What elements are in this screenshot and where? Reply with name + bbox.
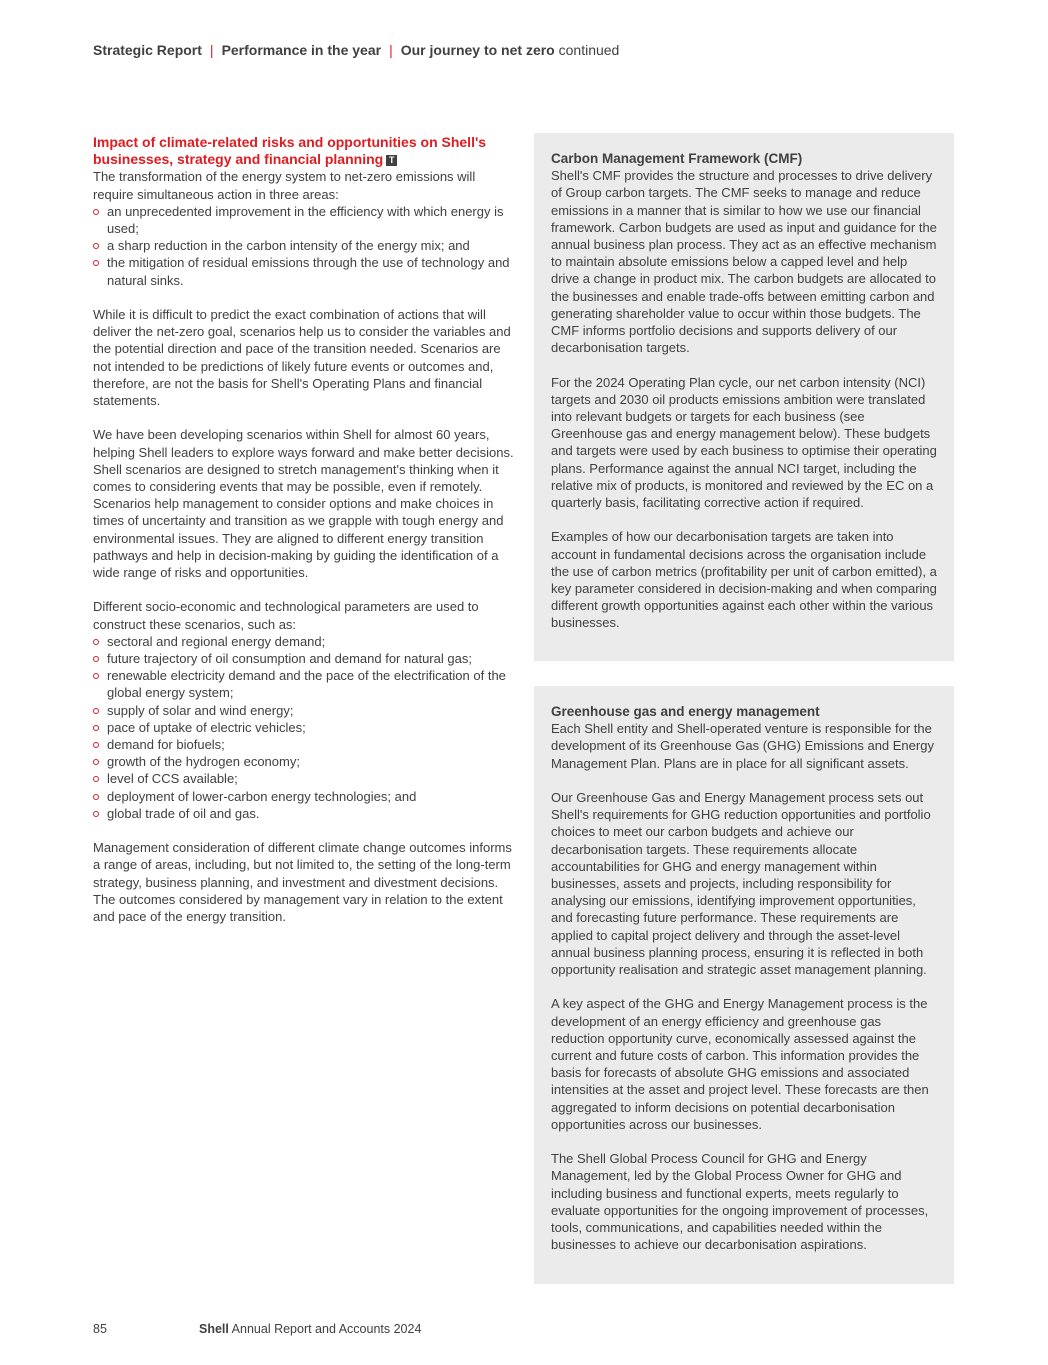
cmf-paragraph-1: Shell's CMF provides the structure and processes to drive delivery of Group carbon targets. The CMF seeks to manage and reduce emissions in a manner that is similar to how we use our financial framework. Carbon budgets are used as input and guidance for the annual business plan process. They act as an effective mechanism to maintain absolute emissions below a capped level and help drive a change in product mix. The carbon budgets are allocated to the businesses and enable trade-offs between emitting carbon and generating shareholder value to occur within those budgets. The CMF informs portfolio decisions and supports delivery of our decarbonisation targets. (551, 168, 937, 356)
list-item: demand for biofuels; (93, 736, 517, 753)
list-item: a sharp reduction in the carbon intensity of the energy mix; and (93, 237, 517, 254)
breadcrumb-continued: continued (558, 42, 620, 58)
scenarios-paragraph: While it is difficult to predict the exact combination of actions that will deliver the net-zero goal, scenarios help us to consider the variables and the potential direction and pace of the transition needed. Scenarios are not intended to be predictions of likely future events or outcomes and, therefore, are not the basis for Shell's Operating Plans and financial statements. (93, 307, 511, 409)
section-heading-text: Impact of climate-related risks and opportunities on Shell's businesses, strategy and financial planning (93, 134, 487, 168)
ghg-title: Greenhouse gas and energy management (551, 704, 820, 719)
list-item: the mitigation of residual emissions through the use of technology and natural sinks. (93, 254, 517, 288)
t-badge-icon: T (386, 155, 397, 166)
list-item: renewable electricity demand and the pace of the electrification of the global energy system; (93, 667, 517, 701)
section-heading (93, 134, 517, 168)
parameters-intro: Different socio-economic and technological parameters are used to construct these scenarios, such as: (93, 599, 479, 632)
parameters-list (93, 633, 517, 822)
intro-paragraph: The transformation of the energy system to net-zero emissions will require simultaneous action in three areas: (93, 169, 476, 202)
breadcrumb-separator: | (209, 42, 214, 58)
list-item: pace of uptake of electric vehicles; (93, 719, 517, 736)
list-item: an unprecedented improvement in the efficiency with which energy is used; (93, 203, 517, 237)
list-item: future trajectory of oil consumption and demand for natural gas; (93, 650, 517, 667)
breadcrumb (93, 42, 619, 58)
cmf-title: Carbon Management Framework (CMF) (551, 151, 803, 166)
list-item: sectoral and regional energy demand; (93, 633, 517, 650)
ghg-panel (534, 686, 954, 1284)
list-item: supply of solar and wind energy; (93, 702, 517, 719)
ghg-paragraph-3: A key aspect of the GHG and Energy Management process is the development of an energy efficiency and greenhouse gas reduction opportunity curve, economically assessed against the current and future costs of carbon. This information provides the basis for forecasts of absolute GHG emissions and associated intensities at the asset and project level. These forecasts are then aggregated to inform decisions on potential decarbonisation opportunities across our businesses. (551, 996, 929, 1132)
footer-publication (199, 1322, 421, 1336)
breadcrumb-performance[interactable]: Performance in the year (221, 42, 382, 58)
ghg-paragraph-1: Each Shell entity and Shell-operated venture is responsible for the development of its Greenhouse Gas (GHG) Emissions and Energy Management Plan. Plans are in place for all significant assets. (551, 721, 934, 771)
cmf-panel (534, 133, 954, 661)
history-paragraph: We have been developing scenarios within Shell for almost 60 years, helping Shell leaders to explore ways forward and make better decisions. Shell scenarios are designed to stretch management's thinking when it comes to considering events that may be possible, even if remotely. Scenarios help management to consider options and make choices in times of uncertainty and transition as we grapple with tough energy and environmental issues. They are aligned to different energy transition pathways and help in decision-making by guiding the identification of a wide range of risks and opportunities. (93, 427, 514, 581)
footer-brand-name: Shell (199, 1322, 229, 1336)
cmf-paragraph-3: Examples of how our decarbonisation targets are taken into account in fundamental decisions across the organisation include the use of carbon metrics (profitability per unit of carbon emitted), a key parameter considered in decision-making and when comparing different growth opportunities against each other within the various businesses. (551, 529, 937, 631)
footer-publication-title: Annual Report and Accounts 2024 (231, 1322, 422, 1336)
ghg-paragraph-2: Our Greenhouse Gas and Energy Management process sets out Shell's requirements for GHG reduction opportunities and portfolio choices to meet our carbon budgets and achieve our decarbonisation targets. These requirements allocate accountabilities for GHG and energy management within businesses, assets and projects, including responsibility for analysing our emissions, identifying improvement opportunities, and forecasting future performance. These requirements are applied to capital project delivery and through the asset-level annual business planning process, ensuring it is reflected in both opportunity realisation and strategic asset management planning. (551, 790, 931, 978)
left-column (93, 134, 517, 925)
list-item: level of CCS available; (93, 770, 517, 787)
areas-list (93, 203, 517, 289)
list-item: deployment of lower-carbon energy technologies; and (93, 788, 517, 805)
management-paragraph: Management consideration of different climate change outcomes informs a range of areas, including, but not limited to, the setting of the long-term strategy, business planning, and investment and divestment decisions. The outcomes considered by management vary in relation to the extent and pace of the energy transition. (93, 840, 512, 925)
cmf-paragraph-2: For the 2024 Operating Plan cycle, our net carbon intensity (NCI) targets and 2030 oil products emissions ambition were translated into relevant budgets or targets for each business (see Greenhouse gas and energy management below). These budgets and targets were used by each business to optimise their operating plans. Performance against the annual NCI target, including the relative mix of products, is monitored and reviewed by the EC on a quarterly basis, facilitating corrective action if required. (551, 374, 937, 511)
page-number: 85 (93, 1322, 107, 1336)
breadcrumb-separator: | (389, 42, 393, 58)
list-item: growth of the hydrogen economy; (93, 753, 517, 770)
breadcrumb-strategic-report[interactable]: Strategic Report (93, 42, 202, 58)
ghg-paragraph-4: The Shell Global Process Council for GHG and Energy Management, led by the Global Process Owner for GHG and including business and functional experts, meets regularly to evaluate opportunities for the ongoing improvement of processes, tools, communications, and capabilities needed within the businesses to achieve our decarbonisation aspirations. (551, 1151, 929, 1253)
list-item: global trade of oil and gas. (93, 805, 517, 822)
breadcrumb-net-zero[interactable]: Our journey to net zero (400, 42, 555, 58)
